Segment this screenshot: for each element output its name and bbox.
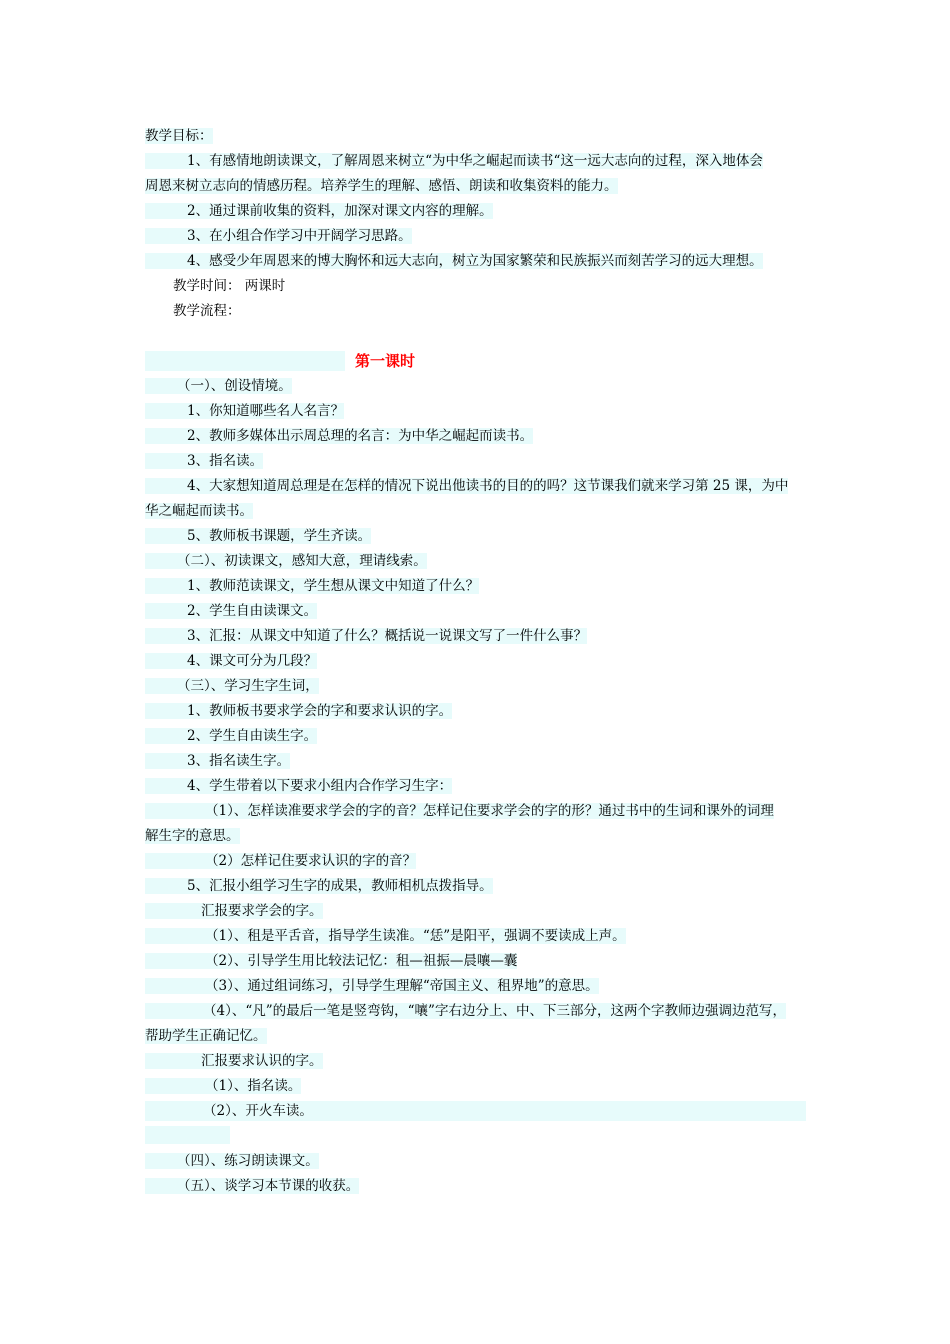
section-2-step-4: 4、课文可分为几段？	[145, 651, 317, 671]
section-2-step-1: 1、教师范读课文，学生想从课文中知道了什么？	[145, 576, 479, 596]
section-3-heading: （三）、学习生字生词，	[145, 676, 319, 696]
section-3-step-4: 4、学生带着以下要求小组内合作学习生字：	[145, 776, 452, 796]
objectives-heading: 教学目标：	[145, 128, 213, 144]
section-1-step-3: 3、指名读。	[145, 451, 263, 471]
section-3-step-1: 1、教师板书要求学会的字和要求认识的字。	[145, 701, 452, 721]
report-learn-heading: 汇报要求学会的字。	[145, 901, 323, 921]
report-recognize-item-1: （1）、指名读。	[145, 1076, 301, 1096]
section-1-step-1: 1、你知道哪些名人名言？	[145, 401, 344, 421]
section-1-heading: （一）、创设情境。	[145, 376, 292, 396]
report-learn-item-2: （2）、引导学生用比较法记忆：租—祖振—晨嚷—囊	[145, 951, 517, 971]
lesson-title: 第一课时	[145, 351, 415, 371]
teaching-flow: 教学流程：	[173, 303, 241, 319]
report-learn-item-4-line-1: （4）、“凡”的最后一笔是竖弯钩，“嚷”字右边分上、中、下三部分，这两个字教师边强调边范写，	[145, 1001, 786, 1021]
report-recognize-heading: 汇报要求认识的字。	[145, 1051, 323, 1071]
section-3-step-4b: （2）怎样记住要求认识的字的音？	[145, 851, 416, 871]
report-learn-item-4-line-2: 帮助学生正确记忆。	[145, 1028, 267, 1044]
section-5-heading: （五）、谈学习本节课的收获。	[145, 1176, 359, 1196]
section-1-step-4-line-1: 4、大家想知道周总理是在怎样的情况下说出他读书的目的的吗？这节课我们就来学习第 25 课，为中	[145, 476, 788, 496]
objective-1-line-2: 周恩来树立志向的情感历程。培养学生的理解、感悟、朗读和收集资料的能力。	[145, 178, 618, 194]
section-4-heading: （四）、练习朗读课文。	[145, 1151, 319, 1171]
objective-3: 3、在小组合作学习中开阔学习思路。	[145, 226, 412, 246]
section-3-step-4a-line-1: （1）、怎样读准要求学会的字的音？怎样记住要求学会的字的形？通过书中的生词和课外的词理	[145, 801, 774, 821]
section-2-step-3: 3、汇报：从课文中知道了什么？概括说一说课文写了一件什么事？	[145, 626, 587, 646]
objective-4: 4、感受少年周恩来的博大胸怀和远大志向，树立为国家繁荣和民族振兴而刻苦学习的远大理想。	[145, 251, 763, 271]
section-1-step-5: 5、教师板书课题，学生齐读。	[145, 526, 371, 546]
section-2-heading: （二）、初读课文，感知大意，理请线索。	[145, 551, 427, 571]
section-3-step-2: 2、学生自由读生字。	[145, 726, 317, 746]
section-1-step-2: 2、教师多媒体出示周总理的名言：为中华之崛起而读书。	[145, 426, 533, 446]
section-3-step-3: 3、指名读生字。	[145, 751, 290, 771]
section-3-step-4a-line-2: 解生字的意思。	[145, 828, 240, 844]
section-1-step-4-line-2: 华之崛起而读书。	[145, 503, 253, 519]
objective-1-line-1: 1、有感情地朗读课文，了解周恩来树立“为中华之崛起而读书“这一远大志向的过程，深入地体会	[145, 151, 763, 171]
section-3-step-5: 5、汇报小组学习生字的成果，教师相机点拨指导。	[145, 876, 493, 896]
report-learn-item-1: （1）、租是平舌音，指导学生读准。“恁”是阳平，强调不要读成上声。	[145, 926, 626, 946]
teaching-time: 教学时间： 两课时	[173, 278, 286, 294]
report-learn-item-3: （3）、通过组词练习，引导学生理解“帝国主义、租界地”的意思。	[145, 976, 599, 996]
section-2-step-2: 2、学生自由读课文。	[145, 601, 317, 621]
report-recognize-item-2: （2）、开火车读。	[145, 1101, 806, 1121]
blank-highlight-line	[145, 1126, 230, 1144]
objective-2: 2、通过课前收集的资料，加深对课文内容的理解。	[145, 201, 493, 221]
